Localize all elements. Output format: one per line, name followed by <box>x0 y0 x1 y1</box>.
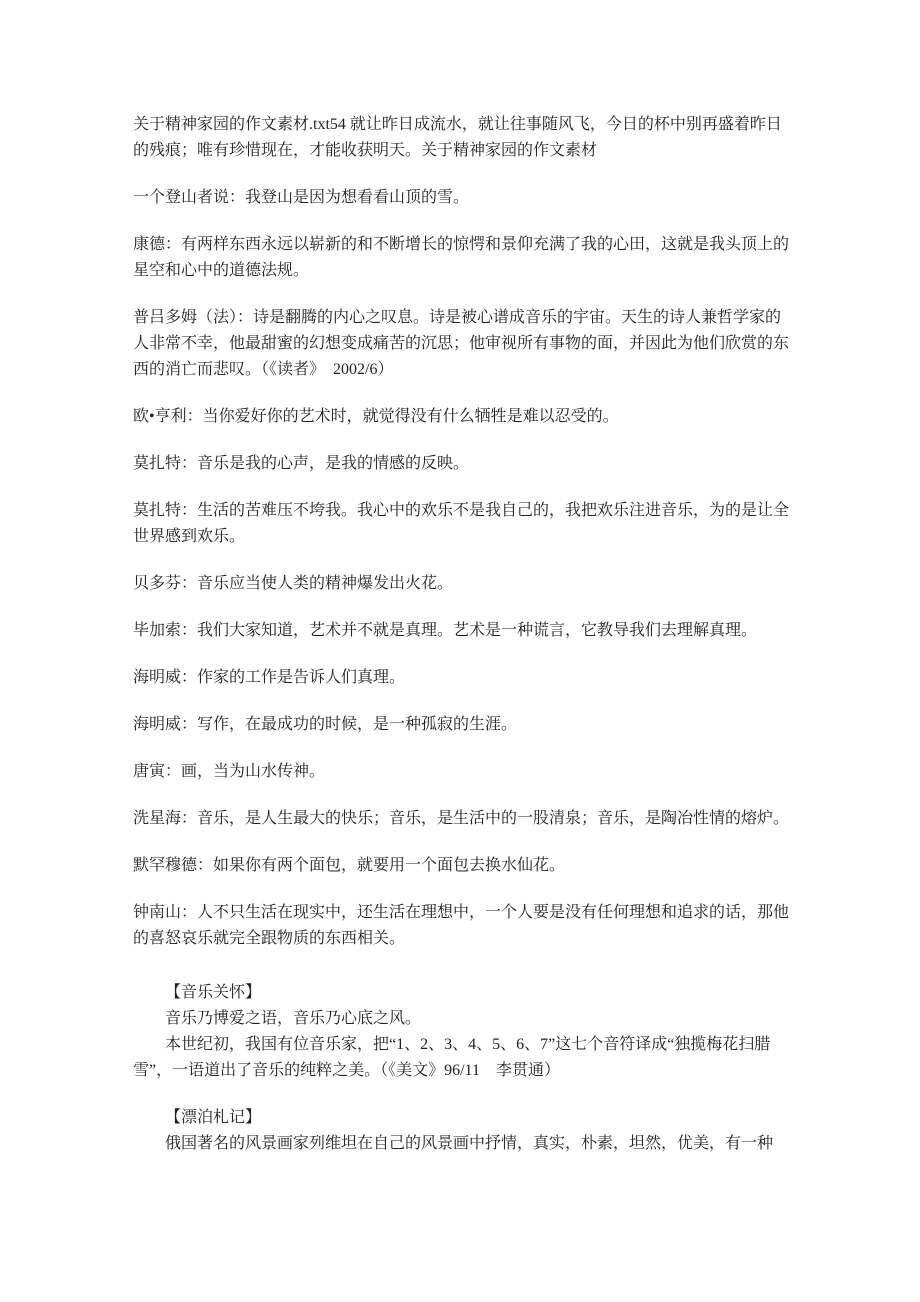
section-music-care <box>133 980 791 1084</box>
paragraph-prudhomme: 普吕多姆（法）：诗是翻腾的内心之叹息。诗是被心谱成音乐的宇宙。天生的诗人兼哲学家的人非常不幸，他最甜蜜的幻想变成痛苦的沉思；他审视所有事物的面，并因此为他们欣赏的东西的消亡而悲叹。（《读者》 2002/6） <box>133 309 790 378</box>
paragraph-intro: 关于精神家园的作文素材.txt54 就让昨日成流水，就让往事随风飞，今日的杯中别再盛着昨日的残痕；唯有珍惜现在，才能收获明天。关于精神家园的作文素材 <box>133 116 782 159</box>
section-heading-drift-notes: 【漂泊札记】 <box>165 1109 262 1126</box>
section-paragraph: 俄国著名的风景画家列维坦在自己的风景画中抒情，真实，朴素，坦然，优美，有一种 <box>165 1135 774 1152</box>
section-paragraph: 本世纪初，我国有位音乐家，把“1、2、3、4、5、6、7”这七个音符译成“独揽梅花扫腊雪”，一语道出了音乐的纯粹之美。（《美文》96/11 李贯通） <box>133 1036 771 1079</box>
paragraph-mozart-2: 莫扎特：生活的苦难压不垮我。我心中的欢乐不是我自己的，我把欢乐注进音乐，为的是让全世界感到欢乐。 <box>133 502 790 545</box>
document-content <box>133 112 791 1157</box>
paragraph-zhongnanshan: 钟南山：人不只生活在现实中，还生活在理想中，一个人要是没有任何理想和追求的话，那他的喜怒哀乐就完全跟物质的东西相关。 <box>133 904 790 947</box>
paragraph-picasso: 毕加索：我们大家知道，艺术并不就是真理。艺术是一种谎言，它教导我们去理解真理。 <box>133 622 758 639</box>
section-heading-music-care: 【音乐关怀】 <box>165 984 262 1001</box>
paragraph-o-henry: 欧•亨利：当你爱好你的艺术时，就觉得没有什么牺牲是难以忍受的。 <box>133 408 619 425</box>
paragraph-muhammad: 默罕穆德：如果你有两个面包，就要用一个面包去换水仙花。 <box>133 857 566 874</box>
paragraph-climber: 一个登山者说：我登山是因为想看看山顶的雪。 <box>133 189 470 206</box>
section-drift-notes <box>133 1105 791 1157</box>
paragraph-kant: 康德：有两样东西永远以崭新的和不断增长的惊愕和景仰充满了我的心田，这就是我头顶上的星空和心中的道德法规。 <box>133 236 790 279</box>
paragraph-xixinghai: 洗星海：音乐，是人生最大的快乐；音乐，是生活中的一股清泉；音乐，是陶冶性情的熔炉。 <box>133 810 790 827</box>
paragraph-mozart-1: 莫扎特：音乐是我的心声，是我的情感的反映。 <box>133 455 470 472</box>
paragraph-tangyin: 唐寅：画，当为山水传神。 <box>133 763 326 780</box>
paragraph-beethoven: 贝多芬：音乐应当使人类的精神爆发出火花。 <box>133 575 454 592</box>
paragraph-hemingway-1: 海明威：作家的工作是告诉人们真理。 <box>133 669 406 686</box>
paragraph-hemingway-2: 海明威：写作，在最成功的时候，是一种孤寂的生涯。 <box>133 716 518 733</box>
section-paragraph: 音乐乃博爱之语，音乐乃心底之风。 <box>165 1010 422 1027</box>
